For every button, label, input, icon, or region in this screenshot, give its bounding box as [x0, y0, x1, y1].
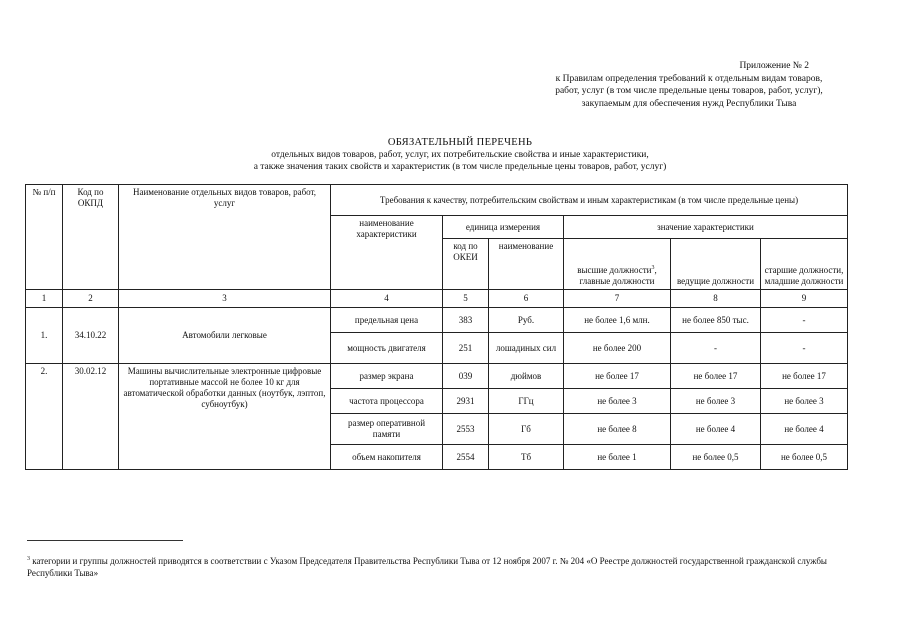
header-char-name: наименование характеристики	[331, 216, 443, 290]
document-title: ОБЯЗАТЕЛЬНЫЙ ПЕРЕЧЕНЬ	[387, 137, 533, 148]
table-row	[26, 308, 848, 333]
column-number: 9	[761, 290, 848, 308]
row-characteristic: частота процессора	[331, 389, 443, 414]
row-unit: Гб	[489, 414, 564, 445]
header-okpd: Код по ОКПД	[63, 185, 119, 290]
table-row	[26, 364, 848, 389]
header-num: № п/п	[26, 185, 63, 290]
column-number: 1	[26, 290, 63, 308]
row-value-senior: не более 0,5	[761, 445, 848, 470]
appendix-line: к Правилам определения требований к отдельным видам товаров,	[555, 73, 823, 84]
row-characteristic: мощность двигателя	[331, 333, 443, 364]
header-leading-positions: ведущие должности	[671, 239, 761, 290]
row-value-top: не более 8	[564, 414, 671, 445]
row-okei: 383	[443, 308, 489, 333]
row-value-leading: не более 3	[671, 389, 761, 414]
column-number: 7	[564, 290, 671, 308]
row-value-leading: не более 4	[671, 414, 761, 445]
row-value-top: не более 1	[564, 445, 671, 470]
row-characteristic: предельная цена	[331, 308, 443, 333]
row-unit: ГГц	[489, 389, 564, 414]
row-value-leading: -	[671, 333, 761, 364]
row-value-senior: не более 3	[761, 389, 848, 414]
document-subtitle: а также значения таких свойств и характеристик (в том числе предельные цены товаров, работ, услуг)	[253, 162, 667, 172]
header-requirements: Требования к качеству, потребительским свойствам и иным характеристикам (в том числе предельные цены)	[331, 185, 848, 216]
column-number: 3	[119, 290, 331, 308]
row-unit: дюймов	[489, 364, 564, 389]
row-value-leading: не более 0,5	[671, 445, 761, 470]
row-okpd: 34.10.22	[63, 308, 119, 364]
row-value-leading: не более 17	[671, 364, 761, 389]
row-value-top: не более 3	[564, 389, 671, 414]
row-okei: 2554	[443, 445, 489, 470]
row-value-senior: не более 4	[761, 414, 848, 445]
row-num: 1.	[26, 308, 63, 364]
appendix-line: работ, услуг (в том числе предельные цены товаров, работ, услуг),	[555, 86, 823, 96]
appendix-line: закупаемым для обеспечения нужд Республики Тыва	[581, 98, 797, 109]
row-characteristic: объем накопителя	[331, 445, 443, 470]
column-number: 5	[443, 290, 489, 308]
appendix-block	[509, 60, 869, 110]
row-value-senior: не более 17	[761, 364, 848, 389]
row-okpd: 30.02.12	[63, 364, 119, 470]
header-unit-name: наименование	[489, 239, 564, 290]
appendix-title: Приложение № 2	[739, 61, 809, 71]
row-num: 2.	[26, 364, 63, 470]
column-number: 8	[671, 290, 761, 308]
header-okei: код по ОКЕИ	[443, 239, 489, 290]
footnote-divider	[27, 540, 183, 541]
document-subtitle: отдельных видов товаров, работ, услуг, их потребительские свойства и иные характеристики,	[271, 150, 649, 160]
footnote-mark: 3	[27, 556, 30, 562]
row-value-top: не более 17	[564, 364, 671, 389]
column-number: 2	[63, 290, 119, 308]
header-senior-positions: старшие должности, младшие должности	[761, 239, 848, 290]
footnote	[27, 553, 847, 579]
row-value-top: не более 1,6 млн.	[564, 308, 671, 333]
row-name: Автомобили легковые	[119, 308, 331, 364]
footnote-text: категории и группы должностей приводятся в соответствии с Указом Председателя Правительства Республики Тыва от 12 ноября 2007 г. № 204 «О Реестре должностей государственной гражданской службы Республики Тыва»	[27, 556, 827, 578]
row-value-senior: -	[761, 308, 848, 333]
row-characteristic: размер оперативной памяти	[331, 414, 443, 445]
row-unit: лошадиных сил	[489, 333, 564, 364]
document-heading	[180, 137, 740, 173]
row-value-leading: не более 850 тыс.	[671, 308, 761, 333]
row-unit: Тб	[489, 445, 564, 470]
row-okei: 251	[443, 333, 489, 364]
header-top-positions: высшие должности$^3$, главные должности	[564, 239, 671, 290]
row-value-top: не более 200	[564, 333, 671, 364]
header-name: Наименование отдельных видов товаров, работ, услуг	[119, 185, 331, 290]
row-okei: 2553	[443, 414, 489, 445]
row-name: Машины вычислительные электронные цифровые портативные массой не более 10 кг для автоматической обработки данных (ноутбук, лэптоп, субноутбук)	[119, 364, 331, 470]
header-unit: единица измерения	[443, 216, 564, 239]
row-value-senior: -	[761, 333, 848, 364]
row-okei: 2931	[443, 389, 489, 414]
requirements-table	[25, 184, 848, 470]
row-unit: Руб.	[489, 308, 564, 333]
row-characteristic: размер экрана	[331, 364, 443, 389]
header-value: значение характеристики	[564, 216, 848, 239]
row-okei: 039	[443, 364, 489, 389]
column-number: 4	[331, 290, 443, 308]
column-number: 6	[489, 290, 564, 308]
